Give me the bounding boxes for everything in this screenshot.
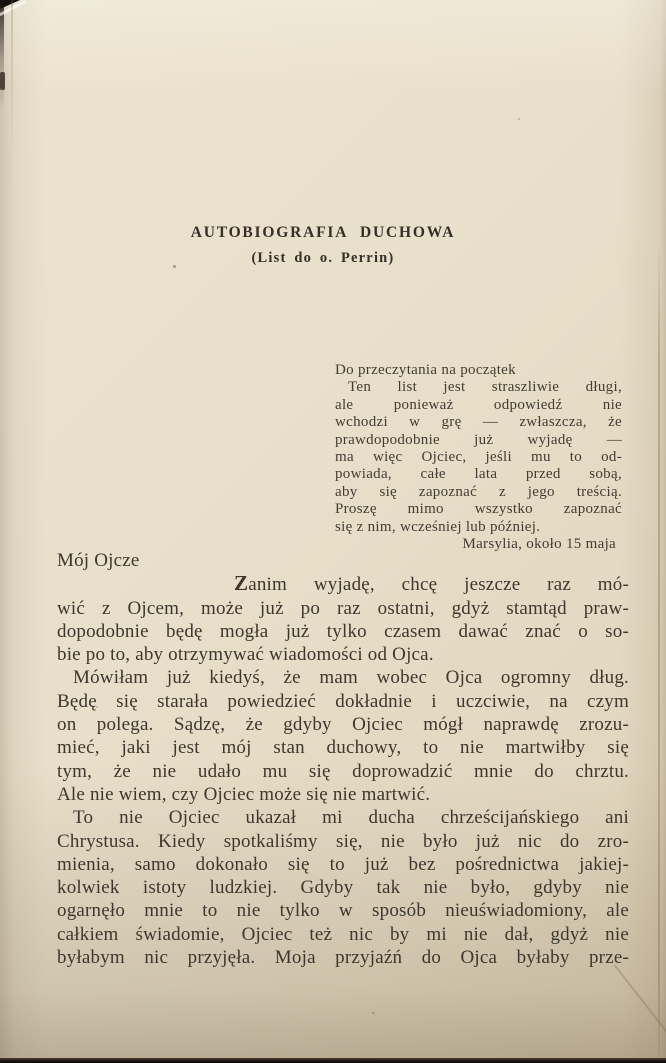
body-line: bie po to, aby otrzymywać wiadomości od Ojca. [57, 644, 434, 666]
body-line: on polega. Sądzę, że gdyby Ojciec mógł naprawdę zrozu- [57, 714, 629, 736]
letter-salutation: Mój Ojcze [57, 550, 140, 571]
note-line: wchodzi w grę — zwłaszcza, że [335, 414, 622, 431]
body-line [57, 572, 629, 596]
body-line: To nie Ojciec ukazał mi ducha chrześcijańskiego ani [73, 807, 629, 829]
right-page-edge-line [658, 240, 660, 1055]
body-line: byłabym nic przyjęła. Moja przyjaźń do Ojca byłaby prze- [57, 947, 629, 969]
paper-speck [518, 118, 520, 120]
note-line: ma więc Ojciec, jeśli mu to od- [335, 449, 622, 466]
note-dateline: Marsylia, około 15 maja [462, 536, 616, 553]
chapter-title: AUTOBIOGRAFIA DUCHOWA [190, 224, 456, 241]
letter-paragraph [57, 806, 629, 969]
initial-capital: Z [234, 571, 249, 596]
body-line: dopodobnie będę mogła już tylko czasem dawać znać o so- [57, 620, 629, 642]
note-line: powiada, całe lata przed sobą, [335, 466, 622, 483]
body-line: ogarnęło mnie to nie tylko w sposób nieuświadomiony, ale [57, 900, 629, 922]
body-line: wić z Ojcem, może już po raz ostatni, gdyż stamtąd praw- [57, 597, 629, 619]
left-fold-line [11, 0, 13, 160]
letter-paragraph [57, 572, 629, 666]
prefatory-note [335, 362, 622, 553]
body-line: Ale nie wiem, czy Ojciec może się nie martwić. [57, 783, 431, 805]
left-edge-shadow [0, 0, 4, 110]
body-line: Mówiłam już kiedyś, że mam wobec Ojca ogromny dług. [73, 667, 629, 689]
body-line: kolwiek istoty ludzkiej. Gdyby tak nie było, gdyby nie [57, 877, 629, 899]
chapter-subtitle: (List do o. Perrin) [251, 250, 395, 266]
body-line: Będę się starała powiedzieć dokładnie i uczciwie, na czym [57, 690, 629, 712]
left-edge-mark [0, 72, 5, 90]
note-line: prawdopodobnie już wyjadę — [335, 431, 622, 448]
body-line: całkiem świadomie, Ojciec też nic by mi nie dał, gdyż nie [57, 923, 629, 945]
body-line-text: anim wyjadę, chcę jeszcze raz mó- [248, 574, 629, 596]
note-line: ale ponieważ odpowiedź nie [335, 396, 622, 413]
bottom-edge-shadow [0, 1058, 666, 1063]
chapter-heading [0, 224, 646, 266]
body-line: mieć, jaki jest mój stan duchowy, to nie martwiłby się [57, 737, 629, 759]
body-line: mienia, samo dokonało się to już bez pośrednictwa jakiej- [57, 853, 629, 875]
note-line: Proszę mimo wszystko zapoznać [335, 501, 622, 518]
note-line: Do przeczytania na początek [335, 362, 516, 378]
letter-body [57, 549, 629, 969]
body-line: tym, że nie udało mu się doprowadzić mnie do chrztu. [57, 760, 629, 782]
body-line: Chrystusa. Kiedy spotkaliśmy się, nie było już nic do zro- [57, 830, 629, 852]
paper-speck [372, 1012, 375, 1014]
letter-paragraph [57, 666, 629, 806]
note-line: aby się zapoznać z jego treścią. [335, 483, 622, 500]
note-line: Ten list jest straszliwie długi, [348, 379, 622, 396]
note-line: się z nim, wcześniej lub później. [335, 518, 541, 535]
